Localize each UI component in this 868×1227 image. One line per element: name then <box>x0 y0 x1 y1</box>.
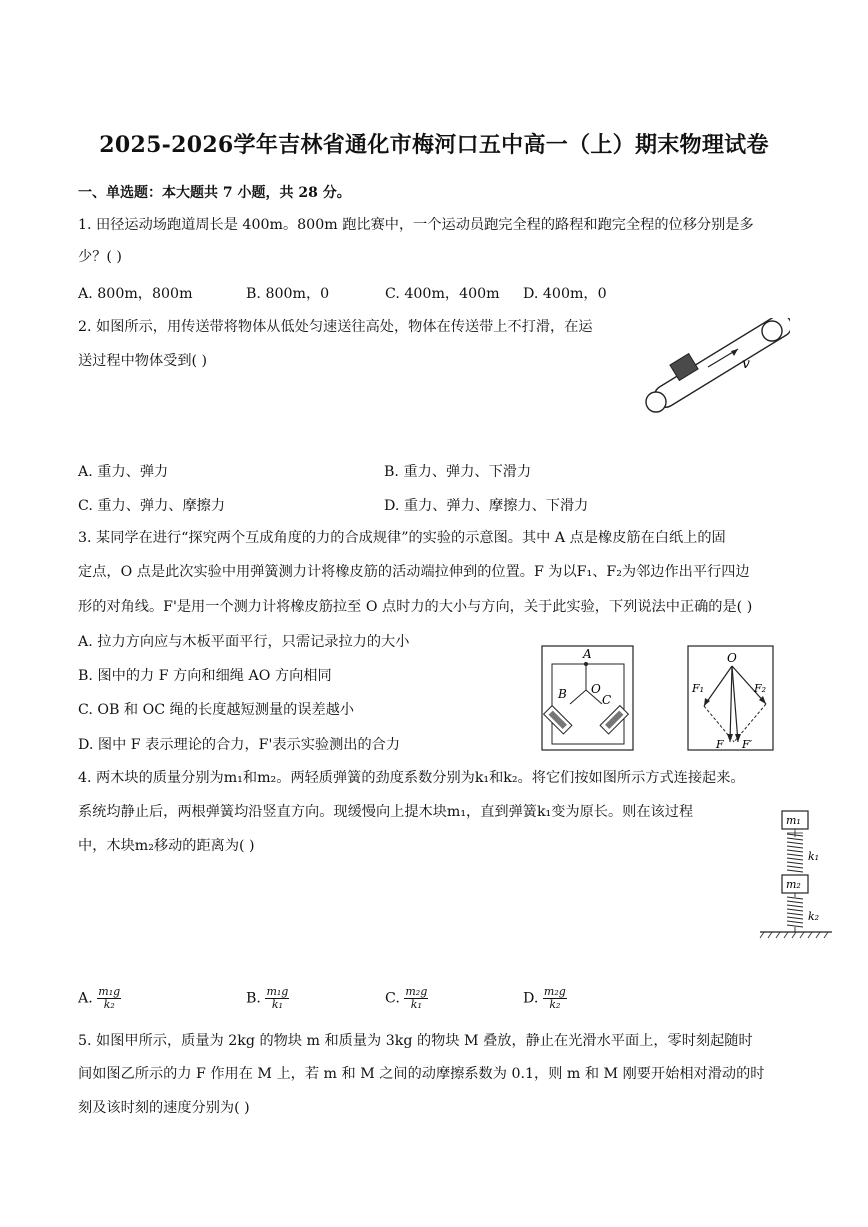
q2-option-b: B. 重力、弹力、下滑力 <box>384 464 532 480</box>
block-m2-label: m₂ <box>786 878 801 891</box>
q4-stem-line2: 系统均静止后，两根弹簧均沿竖直方向。现缓慢向上提木块m₁，直到弹簧k₁变为原长。则在该过程 <box>78 804 694 820</box>
fig2-label-fprime: F′ <box>742 738 753 751</box>
q4-option-d: D. $\frac{\text{m₂g}}{\text{k₂}}$ <box>523 985 566 1011</box>
q1-option-b: B. 800m，0 <box>246 286 330 302</box>
spring-k2-label: k₂ <box>808 910 820 923</box>
q5-stem-line2: 间如图乙所示的力 F 作用在 M 上，若 m 和 M 之间的动摩擦系数为 0.1，则 m 和 M 刚要开始相对滑动的时 <box>78 1066 765 1082</box>
force-parallelogram-figure <box>686 644 776 752</box>
q4-option-c: C. $\frac{\text{m₂g}}{\text{k₁}}$ <box>385 985 428 1011</box>
q3-stem-line2: 定点，O 点是此次实验中用弹簧测力计将橡皮筋的活动端拉伸到的位置。F 为以F₁、F₂为邻边作出平行四边 <box>78 564 750 580</box>
q4-stem-line3: 中，木块m₂移动的距离为( ) <box>78 838 255 854</box>
q2-option-a: A. 重力、弹力 <box>78 464 169 480</box>
spring-blocks-figure <box>756 808 836 942</box>
q2-stem-line1: 2. 如图所示，用传送带将物体从低处匀速送往高处，物体在传送带上不打滑，在运 <box>78 319 593 335</box>
q2-option-d: D. 重力、弹力、摩擦力、下滑力 <box>384 498 589 514</box>
q5-stem-line3: 刻及该时刻的速度分别为( ) <box>78 1100 250 1116</box>
q1-stem-line2: 少？( ) <box>78 249 122 265</box>
q1-stem-line1: 1. 田径运动场跑道周长是 400m。800m 跑比赛中，一个运动员跑完全程的路程和跑完全程的位移分别是多 <box>78 217 754 233</box>
fig2-label-f1: F₁ <box>692 682 705 695</box>
conveyor-belt-figure <box>640 318 790 418</box>
q4-option-b: B. $\frac{\text{m₁g}}{\text{k₁}}$ <box>246 985 289 1011</box>
q3-option-d: D. 图中 F 表示理论的合力，F'表示实验测出的合力 <box>78 737 401 753</box>
fig2-label-f2: F₂ <box>754 682 767 695</box>
q5-stem-line1: 5. 如图甲所示，质量为 2kg 的物块 m 和质量为 3kg 的物块 M 叠放，静止在光滑水平面上，零时刻起随时 <box>78 1033 753 1049</box>
experiment-board-figure <box>540 644 636 752</box>
q3-option-b: B. 图中的力 F 方向和细绳 AO 方向相同 <box>78 668 332 684</box>
q1-option-a: A. 800m，800m <box>78 286 193 302</box>
q3-stem-line3: 形的对角线。F'是用一个测力计将橡皮筋拉至 O 点时力的大小与方向，关于此实验，下列说法中正确的是( ) <box>78 599 753 615</box>
block-m1-label: m₁ <box>786 814 801 827</box>
velocity-label: v <box>742 356 750 372</box>
q2-stem-line2: 送过程中物体受到( ) <box>78 353 208 369</box>
q3-option-a: A. 拉力方向应与木板平面平行，只需记录拉力的大小 <box>78 634 410 650</box>
fig1-label-a: A <box>583 647 592 661</box>
q4-stem-line1: 4. 两木块的质量分别为m₁和m₂。两轻质弹簧的劲度系数分别为k₁和k₂。将它们按如图所示方式连接起来。 <box>78 770 745 786</box>
q1-option-d: D. 400m，0 <box>523 286 607 302</box>
section-heading: 一、单选题：本大题共 7 小题，共 28 分。 <box>78 185 351 201</box>
fig1-label-b: B <box>558 687 567 701</box>
fig2-label-f: F <box>716 738 724 751</box>
q2-option-c: C. 重力、弹力、摩擦力 <box>78 498 226 514</box>
fig1-label-c: C <box>602 693 612 707</box>
page-title: 2025-2026学年吉林省通化市梅河口五中高一（上）期末物理试卷 <box>99 132 769 158</box>
fig1-label-o: O <box>591 682 601 696</box>
spring-k1-label: k₁ <box>808 850 820 863</box>
fig2-label-o: O <box>727 651 737 665</box>
q3-option-c: C. OB 和 OC 绳的长度越短测量的误差越小 <box>78 702 355 718</box>
q3-stem-line1: 3. 某同学在进行“探究两个互成角度的力的合成规律”的实验的示意图。其中 A 点是橡皮筋在白纸上的固 <box>78 530 726 546</box>
q1-option-c: C. 400m，400m <box>385 286 500 302</box>
q4-option-a: A. $\frac{\text{m₁g}}{\text{k₂}}$ <box>78 985 121 1011</box>
